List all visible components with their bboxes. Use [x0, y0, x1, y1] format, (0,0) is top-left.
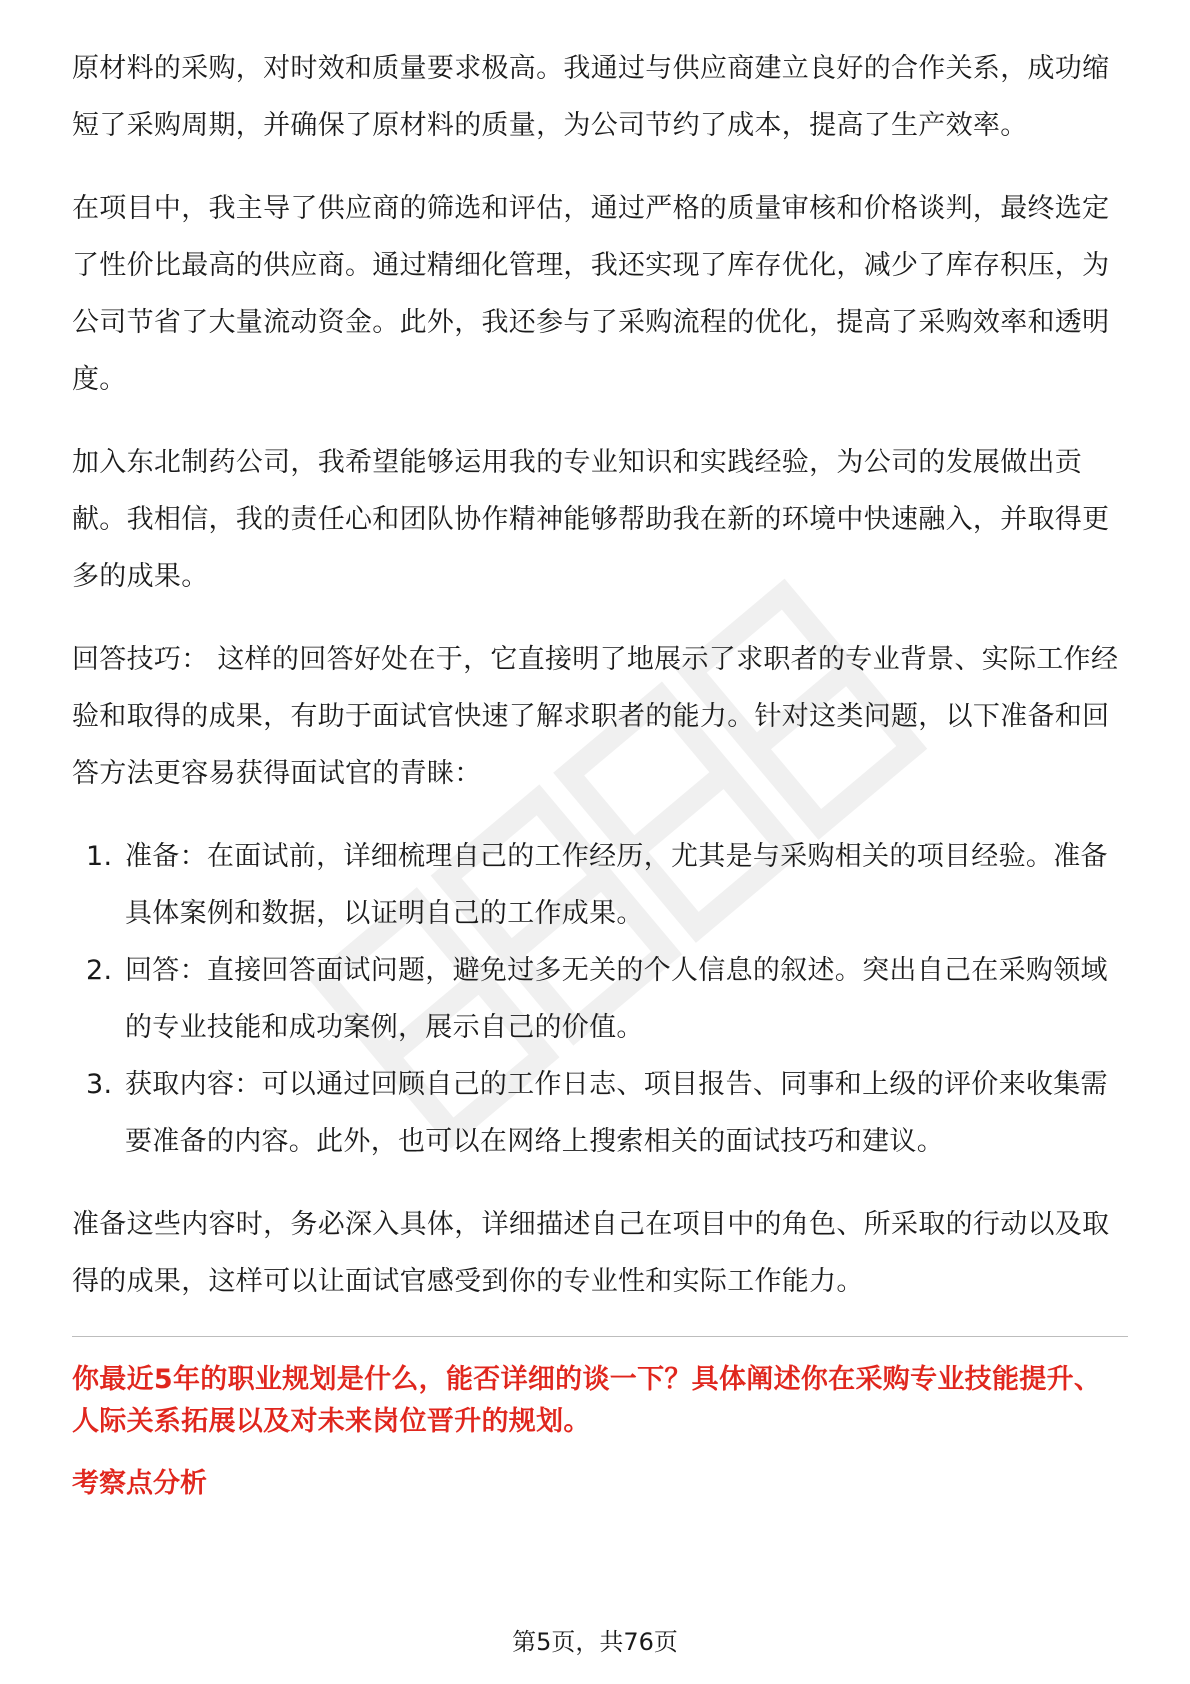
page-footer: 第5页，共76页 [512, 1628, 678, 1656]
list-item [72, 828, 1128, 942]
list-item-text: 回答：直接回答面试问题，避免过多无关的个人信息的叙述。突出自己在采购领域的专业技能和成功案例，展示自己的价值。 [125, 955, 1108, 1043]
document-page [72, 40, 1128, 1505]
paragraph-preparation-advice: 准备这些内容时，务必深入具体，详细描述自己在项目中的角色、所采取的行动以及取得的成果，这样可以让面试官感受到你的专业性和实际工作能力。 [72, 1209, 1110, 1297]
section-divider [72, 1336, 1128, 1337]
tips-list [72, 828, 1128, 1170]
list-item-number: 2. [86, 955, 113, 986]
paragraph-join-company: 加入东北制药公司，我希望能够运用我的专业知识和实践经验，为公司的发展做出贡献。我相信，我的责任心和团队协作精神能够帮助我在新的环境中快速融入，并取得更多的成果。 [72, 447, 1110, 592]
list-item-text: 准备：在面试前，详细梳理自己的工作经历，尤其是与采购相关的项目经验。准备具体案例和数据，以证明自己的工作成果。 [125, 841, 1108, 929]
list-item-number: 3. [86, 1069, 113, 1100]
list-item [72, 1056, 1128, 1170]
paragraph-procurement-result: 原材料的采购，对时效和质量要求极高。我通过与供应商建立良好的合作关系，成功缩短了采购周期，并确保了原材料的质量，为公司节约了成本，提高了生产效率。 [72, 53, 1110, 141]
next-question-heading: 你最近5年的职业规划是什么，能否详细的谈一下？具体阐述你在采购专业技能提升、人际关系拓展以及对未来岗位晋升的规划。 [72, 1364, 1102, 1437]
paragraph-project-role: 在项目中，我主导了供应商的筛选和评估，通过严格的质量审核和价格谈判，最终选定了性价比最高的供应商。通过精细化管理，我还实现了库存优化，减少了库存积压，为公司节省了大量流动资金。此外，我还参与了采购流程的优化，提高了采购效率和透明度。 [72, 193, 1110, 395]
list-item-text: 获取内容：可以通过回顾自己的工作日志、项目报告、同事和上级的评价来收集需要准备的内容。此外，也可以在网络上搜索相关的面试技巧和建议。 [125, 1069, 1108, 1157]
list-item-number: 1. [86, 841, 113, 872]
analysis-heading: 考察点分析 [72, 1468, 207, 1499]
list-item [72, 942, 1128, 1056]
paragraph-answer-tips: 回答技巧： 这样的回答好处在于，它直接明了地展示了求职者的专业背景、实际工作经验和取得的成果，有助于面试官快速了解求职者的能力。针对这类问题，以下准备和回答方法更容易获得面试官的青睐： [72, 644, 1119, 789]
